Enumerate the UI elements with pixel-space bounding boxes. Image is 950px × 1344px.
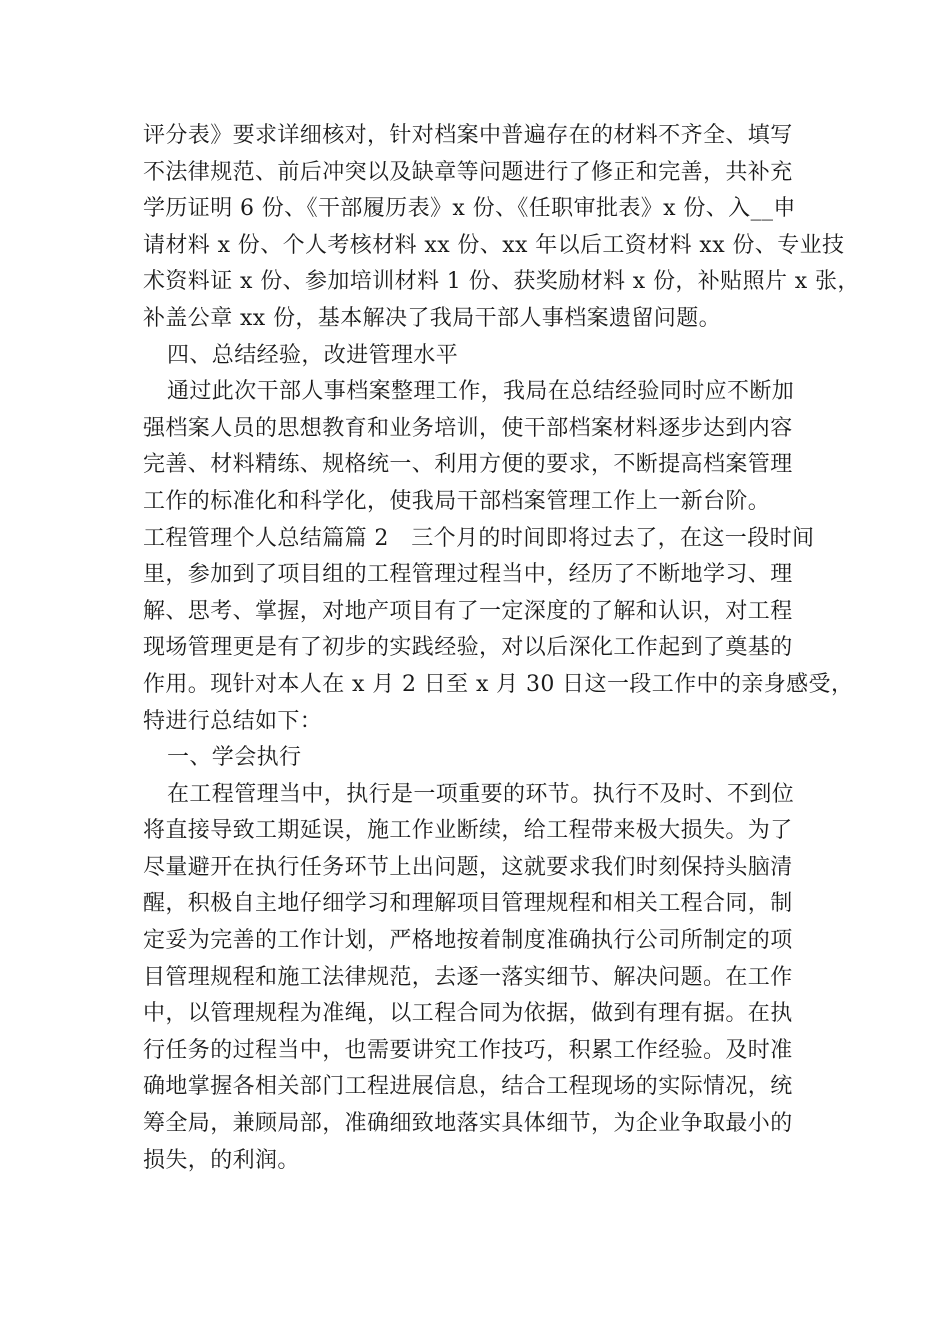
text-line: 评分表》要求详细核对，针对档案中普遍存在的材料不齐全、填写 (143, 123, 793, 148)
text-line: 损失，的利润。 (143, 1147, 300, 1173)
text-line: 请材料 x 份、个人考核材料 xx 份、xx 年以后工资材料 xx 份、专业技 (143, 232, 845, 258)
section-heading: 一、学会执行 (167, 745, 302, 771)
text-line: 行任务的过程当中，也需要讲究工作技巧，积累工作经验。及时准 (143, 1037, 793, 1063)
document-body (143, 118, 860, 1179)
text-line: 定妥为完善的工作计划，严格地按着制度准确执行公司所制定的项 (143, 928, 793, 954)
text-line: 补盖公章 xx 份，基本解决了我局干部人事档案遗留问题。 (143, 305, 722, 331)
text-line: 学历证明 6 份、《干部履历表》x 份、《任职审批表》x 份、入__申 (143, 196, 796, 222)
text-line: 里，参加到了项目组的工程管理过程当中，经历了不断地学习、理 (143, 562, 793, 588)
text-line: 目管理规程和施工法律规范，去逐一落实细节、解决问题。在工作 (143, 964, 793, 990)
text-line: 中，以管理规程为准绳，以工程合同为依据，做到有理有据。在执 (143, 1001, 793, 1027)
text-line: 通过此次干部人事档案整理工作，我局在总结经验同时应不断加 (167, 379, 795, 405)
text-line: 筹全局，兼顾局部，准确细致地落实具体细节，为企业争取最小的 (143, 1111, 793, 1137)
text-line: 不法律规范、前后冲突以及缺章等问题进行了修正和完善，共补充 (143, 159, 793, 185)
text-line: 工作的标准化和科学化，使我局干部档案管理工作上一新台阶。 (143, 488, 771, 514)
text-line: 完善、材料精练、规格统一、利用方便的要求，不断提高档案管理 (143, 452, 793, 478)
text-line: 特进行总结如下： (143, 708, 323, 734)
section-heading: 四、总结经验，改进管理水平 (167, 342, 459, 368)
text-line: 确地掌握各相关部门工程进展信息，结合工程现场的实际情况，统 (143, 1074, 793, 1100)
text-line: 术资料证 x 份、参加培训材料 1 份、获奖励材料 x 份，补贴照片 x 张， (143, 269, 860, 295)
text-line: 在工程管理当中，执行是一项重要的环节。执行不及时、不到位 (167, 781, 795, 807)
text-line: 现场管理更是有了初步的实践经验，对以后深化工作起到了奠基的 (143, 635, 793, 661)
text-line: 醒，积极自主地仔细学习和理解项目管理规程和相关工程合同，制 (143, 891, 793, 917)
text-line: 尽量避开在执行任务环节上出问题，这就要求我们时刻保持头脑清 (143, 854, 793, 880)
text-line: 将直接导致工期延误，施工作业断续，给工程带来极大损失。为了 (143, 818, 793, 844)
text-line: 强档案人员的思想教育和业务培训，使干部档案材料逐步达到内容 (143, 415, 793, 441)
text-line: 作用。现针对本人在 x 月 2 日至 x 月 30 日这一段工作中的亲身感受， (143, 671, 854, 697)
text-line: 解、思考、掌握，对地产项目有了一定深度的了解和认识，对工程 (143, 598, 793, 624)
text-line: 工程管理个人总结篇篇 2 三个月的时间即将过去了，在这一段时间 (143, 525, 815, 551)
